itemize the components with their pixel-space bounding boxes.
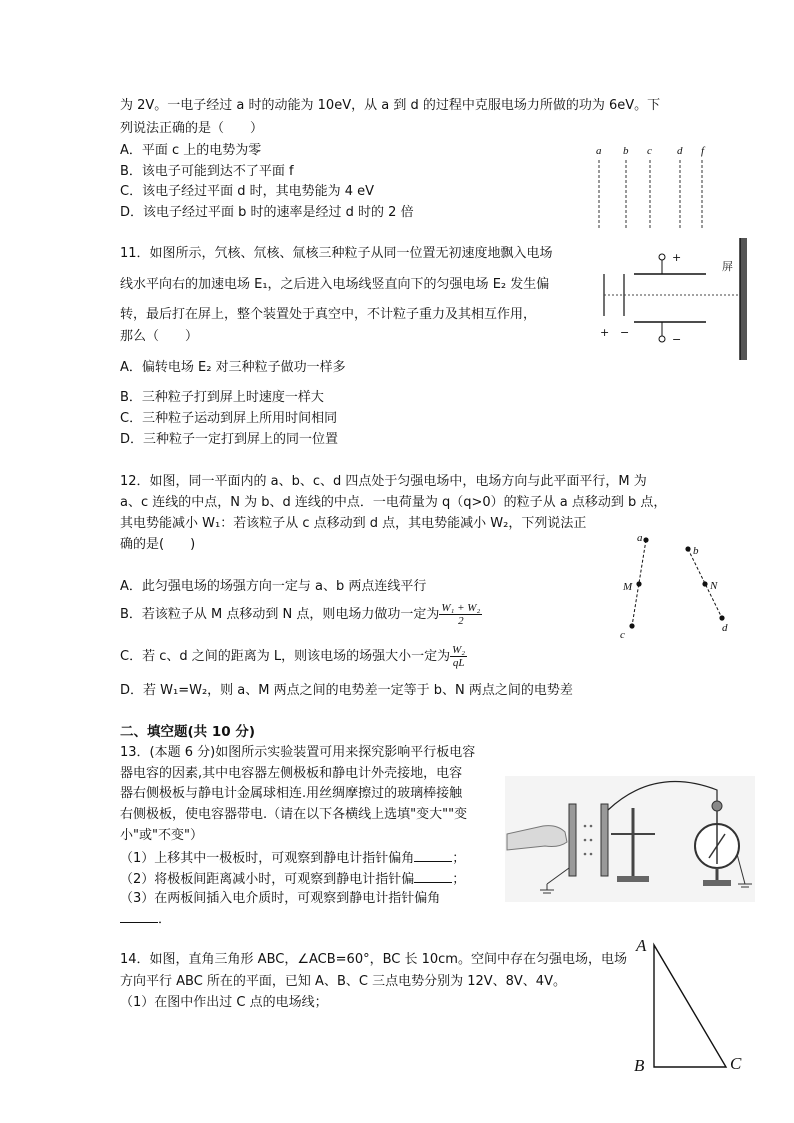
q10-stem-line2: 列说法正确的是（ ） xyxy=(120,121,264,136)
q12-option-d: D．若 W₁=W₂，则 a、M 两点之间的电势差一定等于 b、N 两点之间的电势差 xyxy=(120,683,573,698)
q13-sub1: （1）上移其中一极板时，可观察到静电计指针偏角 ； xyxy=(120,851,466,866)
q13-sub3-answer: ． xyxy=(120,910,171,928)
electrometer-ball xyxy=(712,801,722,811)
triangle-abc xyxy=(654,945,726,1067)
q13-sub3: （3）在两板间插入电介质时，可观察到静电计指针偏角 xyxy=(120,891,441,906)
q12-stem-line3: 其电势能减小 W₁：若该粒子从 c 点移动到 d 点，其电势能减小 W₂，下列说法正 xyxy=(120,516,587,531)
q10-option-d: D．该电子经过平面 b 时的速率是经过 d 时的 2 倍 xyxy=(120,205,414,220)
label-c: c xyxy=(620,629,625,641)
point-b xyxy=(685,546,690,551)
right-plate xyxy=(601,804,608,876)
accel-plus-sign: + xyxy=(600,326,610,339)
q10-stem-line1: 为 2V。一电子经过 a 时的动能为 10eV，从 a 到 d 的过程中克服电场力所做的功为 6eV。下 xyxy=(120,98,661,113)
q14-line3: （1）在图中作出过 C 点的电场线； xyxy=(120,995,328,1010)
q12-option-b-fraction: $\frac{\text{W₁ + W₂}}{2}$ xyxy=(441,602,481,628)
q10-option-a: A．平面 c 上的电势为零 xyxy=(120,143,262,158)
label-d: d xyxy=(722,622,728,634)
q13-line2: 器电容的因素,其中电容器左侧极板和静电计外壳接地，电容 xyxy=(120,766,463,781)
q11-stem-line2: 线水平向右的加速电场 E₁，之后进入电场线竖直向下的匀强电场 E₂ 发生偏 xyxy=(120,277,550,292)
point-c xyxy=(629,623,634,628)
q13-blank-3[interactable] xyxy=(120,910,158,923)
plane-label-d: d xyxy=(677,145,683,157)
vertex-label-a: A xyxy=(636,936,647,955)
point-n xyxy=(702,581,707,586)
q12-stem-line1: 12．如图，同一平面内的 a、b、c、d 四点处于匀强电场中，电场方向与此平面平行，M 为 xyxy=(120,474,647,489)
upper-plus-sign: + xyxy=(672,251,682,264)
lower-minus-sign: − xyxy=(672,333,682,346)
q10-equipotential-figure xyxy=(590,142,720,232)
q11-stem-line3: 转，最后打在屏上，整个装置处于真空中，不计粒子重力及其相互作用， xyxy=(120,307,537,322)
point-m xyxy=(636,581,641,586)
q12-option-c-fraction: $\frac{\text{W₂}}{qL}$ xyxy=(452,644,466,670)
screen-label: 屏 xyxy=(722,260,733,273)
q13-capacitor-apparatus xyxy=(505,776,755,902)
accel-minus-sign: − xyxy=(620,326,630,339)
q12-option-c-text: C．若 c、d 之间的距离为 L，则该电场的场强大小一定为 xyxy=(120,649,451,665)
q12-points-figure xyxy=(616,530,746,640)
q12-option-c xyxy=(120,644,467,669)
q12-option-b-text: B．若该粒子从 M 点移动到 N 点，则电场力做功一定为 xyxy=(120,607,440,623)
q13-line5: 小"或"不变"） xyxy=(120,828,203,843)
q13-line4: 右侧极板，使电容器带电.（请在以下各横线上选填"变大""变 xyxy=(120,807,468,822)
q13-blank-1[interactable] xyxy=(414,849,452,862)
plane-label-c: c xyxy=(647,145,652,157)
q13-blank-2[interactable] xyxy=(414,870,452,883)
q11-stem-line1: 11．如图所示，氕核、氘核、氚核三种粒子从同一位置无初速度地飘入电场 xyxy=(120,246,553,261)
upper-terminal-icon xyxy=(659,254,665,260)
point-a xyxy=(643,537,648,542)
left-plate xyxy=(569,804,576,876)
q12-option-b xyxy=(120,602,482,627)
vertex-label-b: B xyxy=(634,1056,645,1075)
q11-stem-line4: 那么（ ） xyxy=(120,329,199,344)
q13-line3: 器右侧极板与静电计金属球相连.用丝绸摩擦过的玻璃棒接触 xyxy=(120,786,463,801)
label-b: b xyxy=(693,545,699,557)
screen-hatch xyxy=(740,238,747,360)
q14-line2: 方向平行 ABC 所在的平面，已知 A、B、C 三点电势分别为 12V、8V、4V。 xyxy=(120,974,566,989)
q10-option-c: C．该电子经过平面 d 时，其电势能为 4 eV xyxy=(120,184,375,199)
label-n: N xyxy=(710,580,718,592)
section-fill-in-title: 二、填空题(共 10 分) xyxy=(120,724,256,740)
q11-option-b: B．三种粒子打到屏上时速度一样大 xyxy=(120,390,324,405)
q13-sub2: （2）将极板间距离减小时，可观察到静电计指针偏 ； xyxy=(120,872,466,887)
q13-line1: 13．(本题 6 分)如图所示实验装置可用来探究影响平行板电容 xyxy=(120,745,476,760)
q12-option-a: A．此匀强电场的场强方向一定与 a、b 两点连线平行 xyxy=(120,579,427,594)
q10-option-b: B．该电子可能到达不了平面 f xyxy=(120,164,294,179)
q14-triangle-figure xyxy=(630,935,760,1075)
plane-label-a: a xyxy=(596,145,602,157)
lower-terminal-icon xyxy=(659,336,665,342)
label-m: M xyxy=(623,581,633,593)
label-a: a xyxy=(637,532,643,544)
plane-label-f: f xyxy=(701,145,705,157)
q11-option-c: C．三种粒子运动到屏上所用时间相同 xyxy=(120,411,338,426)
q12-stem-line2: a、c 连线的中点，N 为 b、d 连线的中点．一电荷量为 q（q>0）的粒子从 a 点移动到 b 点， xyxy=(120,495,667,510)
q11-option-a: A．偏转电场 E₂ 对三种粒子做功一样多 xyxy=(120,360,346,375)
point-d xyxy=(719,615,724,620)
q12-stem-line4: 确的是( ) xyxy=(120,537,196,552)
q11-deflection-figure xyxy=(596,236,756,366)
q14-line1: 14．如图，直角三角形 ABC，∠ACB=60°，BC 长 10cm。空间中存在匀强电场，电场 xyxy=(120,952,627,967)
q11-option-d: D．三种粒子一定打到屏上的同一位置 xyxy=(120,432,339,447)
plane-label-b: b xyxy=(623,145,629,157)
vertex-label-c: C xyxy=(730,1054,742,1073)
